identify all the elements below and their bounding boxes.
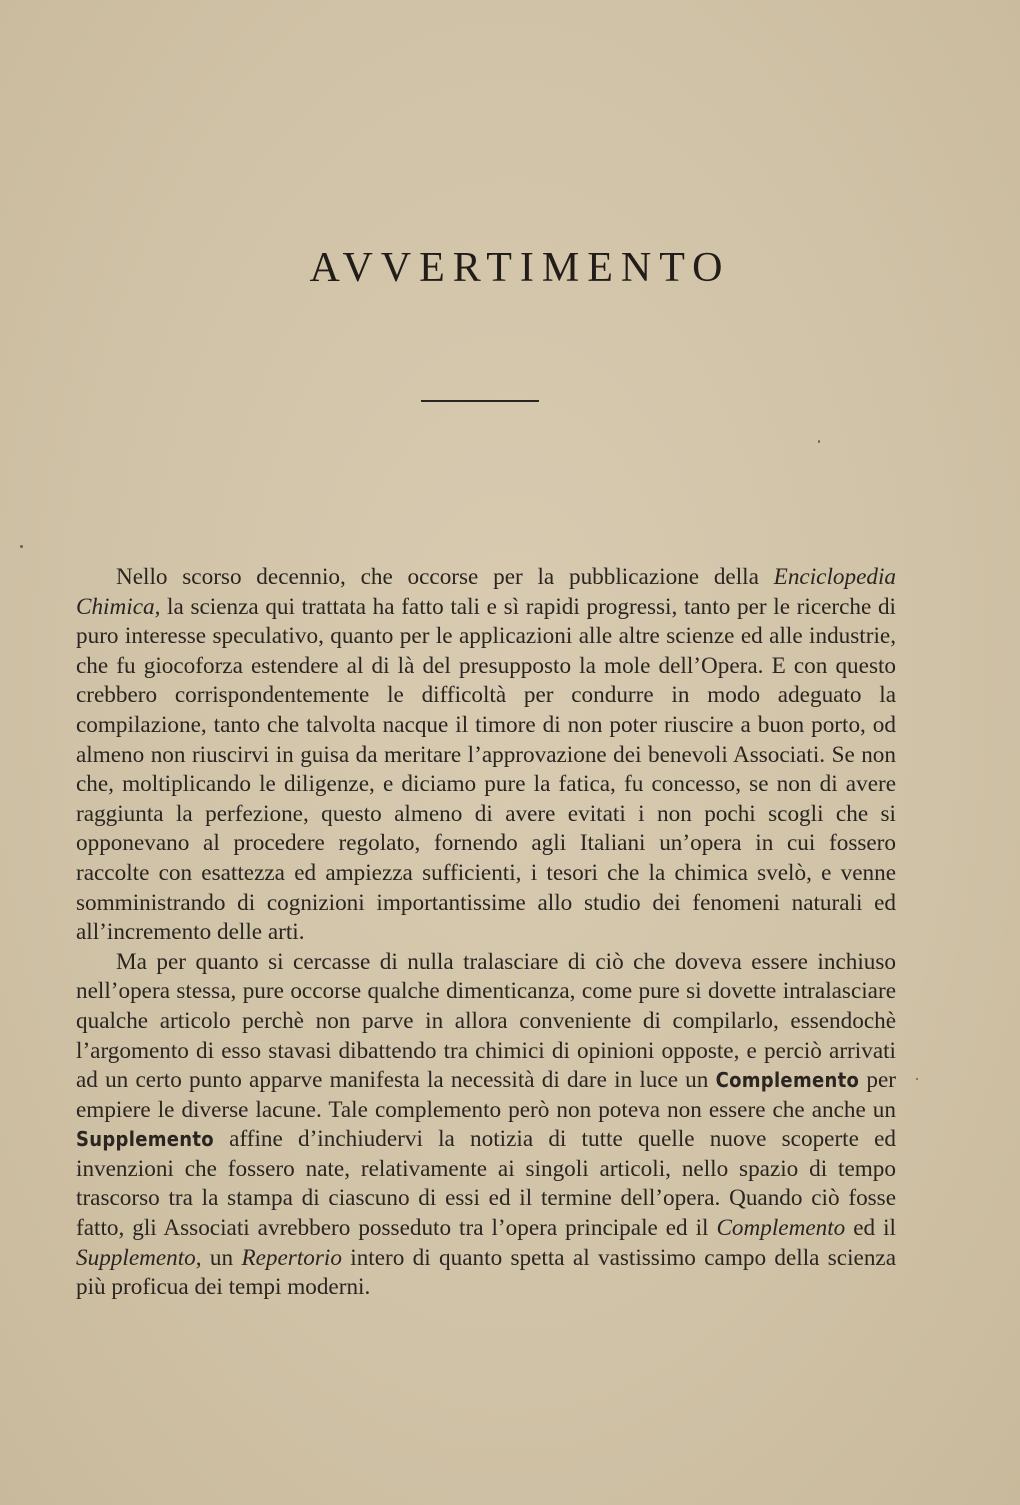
paragraph-2 [76, 948, 896, 1303]
italic-term-supplemento: Supplemento [76, 1244, 196, 1271]
paragraph-1 [76, 563, 896, 948]
italic-term-complemento: Complemento [716, 1215, 846, 1242]
text-segment: Nello scorso decennio, che occorse per la pubblicazione della [116, 564, 774, 590]
text-segment: per empiere le diverse lacune. Tale complemento però non poteva non essere che anche un [76, 1067, 896, 1123]
paper-speck [818, 440, 820, 443]
italic-term-repertorio: Repertorio [241, 1244, 342, 1271]
page-title: AVVERTIMENTO [309, 245, 731, 291]
bold-term-complemento: Complemento [715, 1068, 860, 1093]
text-segment: ed il [845, 1215, 896, 1242]
text-segment: intero di quanto spetta al vastissimo campo della scienza più proficua dei tempi moderni. [76, 1244, 897, 1301]
italic-title-enciclopedia: Enciclopedia Chimica, [76, 564, 896, 620]
text-segment: Ma per quanto si cercasse di nulla tralasciare di ciò che doveva essere inchiuso nell’opera stessa, pure occorse qualche dimenticanza, come pure si dovette intralasciare qualche articolo perchè non parve in allora conveniente di compilarlo, essendochè l’argomento di esso stavasi dibattendo tra chimici di opinioni opposte, e perciò arrivati ad un certo punto apparve manifesta la necessità di dare in luce un [76, 948, 896, 1094]
bold-term-supplemento: Supplemento [76, 1127, 214, 1152]
text-segment: la scienza qui trattata ha fatto tali e sì rapidi progressi, tanto per le ricerche di puro interesse speculativo, quanto per le applicazioni alle altre scienze ed alle industrie, che fu giocoforza estendere al di là del presupposto la mole dell’Opera. E con questo crebbero corrispondentemente le difficoltà per condurre in modo adeguato la compilazione, tanto che talvolta nacque il timore di non poter riuscire a buon porto, od almeno non riuscirvi in guisa da meritare l’approvazione dei benevoli Associati. Se non che, moltiplicando le diligenze, e diciamo pure la fatica, fu concesso, se non di avere raggiunta la perfezione, questo almeno di avere evitati i non pochi scogli che si opponevano al procedere regolato, fornendo agli Italiani un’opera in cui fossero raccolte con esattezza ed ampiezza sufficienti, i tesori che la chimica svelò, e venne somministrando di cognizioni importantissime allo studio dei fenomeni naturali ed all’incremento delle arti. [76, 593, 896, 946]
title-divider [421, 400, 539, 402]
paper-speck [916, 1078, 918, 1080]
body-text [76, 563, 896, 1303]
text-segment: , un [195, 1244, 242, 1271]
text-segment: affine d’inchiudervi la notizia di tutte quelle nuove scoperte ed invenzioni che fossero nate, relativamente ai singoli articoli, nello spazio di tempo trascorso tra la stampa di ciascuno di essi ed il termine dell’opera. Quando ciò fosse fatto, gli Associati avrebbero posseduto tra l’opera principale ed il [76, 1126, 896, 1242]
paper-speck [20, 545, 23, 548]
